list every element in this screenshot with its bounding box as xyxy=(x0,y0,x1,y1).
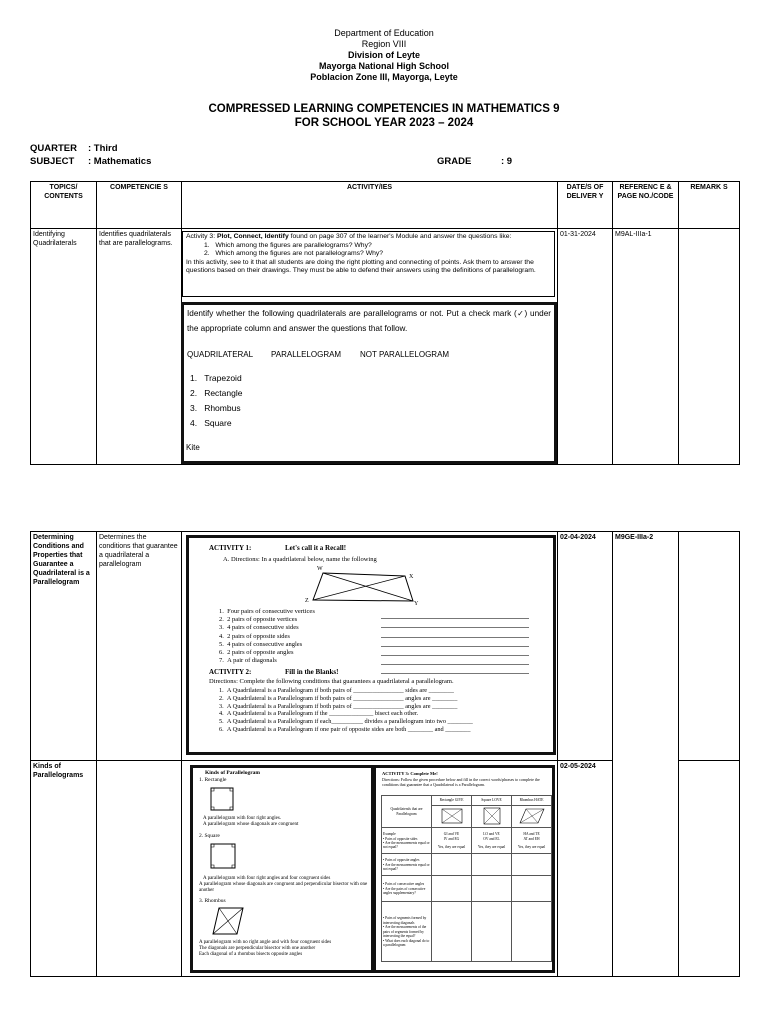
activity-1-name: Let's call it a Recall! xyxy=(285,544,347,552)
kind-rhombus-desc-2: The diagonals are perpendicular bisector with one another xyxy=(199,946,316,951)
worksheet-item: 2. Rectangle xyxy=(190,388,243,398)
activity-2-item: 3. A Quadrilateral is a Parallelogram if both pairs of ________________ angles are ________ xyxy=(219,702,458,710)
activity-2-item: 1. A Quadrilateral is a Parallelogram if both pairs of ________________ sides are ________ xyxy=(219,687,454,694)
topic-cell: Kinds of Parallelograms xyxy=(31,761,97,977)
col-header-topics: TOPICS/ CONTENTS xyxy=(31,182,97,229)
activity-3-directions: Directions: Follow the given procedure below and fill in the correct words/phrases to complete the conditions that guarantee that a Quadrilateral is a Parallelogram. xyxy=(382,777,540,787)
subject-label: SUBJECT xyxy=(30,156,75,167)
square-love-figure xyxy=(478,807,506,825)
a3-row-label: • Pairs of consecutive angles • Are the pairs of consecutive angles supplementary? xyxy=(382,876,432,902)
remarks-cell xyxy=(679,532,740,761)
activity-3-title: ACTIVITY 3: Complete Me! xyxy=(382,771,438,776)
activity-1-item: 5. 4 pairs of consecutive angles xyxy=(219,640,303,648)
activity-1-item: 4. 2 pairs of opposite sides xyxy=(219,632,290,640)
date-cell: 01-31-2024 xyxy=(558,229,613,465)
a3-cell: HA and TE AT and EH Yes, they are equal xyxy=(512,828,552,854)
activity-1-item: 7. A pair of diagonals xyxy=(219,657,277,665)
activity-2-name: Fill in the Blanks! xyxy=(285,668,339,676)
a3-col-header: Rhombus HATE xyxy=(512,796,552,806)
worksheet-col-parallelogram: PARALLELOGRAM xyxy=(271,350,342,359)
rhombus-hate-figure xyxy=(518,807,546,825)
reference-cell: M9GE-IIIa-2 xyxy=(613,532,679,977)
kind-rectangle-desc-2: A parallelogram whose diagonals are congruent xyxy=(203,822,299,827)
activity-name: Plot, Connect, Identify xyxy=(216,233,289,240)
rectangle-figure xyxy=(209,786,235,812)
activity-1-item: 1. Four pairs of consecutive vertices xyxy=(219,608,315,615)
school-address: Poblacion Zone III, Mayorga, Leyte xyxy=(310,72,458,82)
grade-label: GRADE xyxy=(437,156,472,167)
vertex-label-x: X xyxy=(409,574,414,580)
worksheet-instruction: Identify whether the following quadrilaterals are parallelograms or not. Put a check mark (✓) under the appropriate column and answer the questions that follow. xyxy=(187,309,551,333)
worksheet-checklist xyxy=(181,302,557,464)
kinds-of-parallelogram-worksheet xyxy=(190,765,374,973)
kind-square-desc-2: A parallelogram whose diagonals are congruent and perpendicular bisector with one another xyxy=(199,882,368,893)
a3-col-header: Quadrilaterals that are Parallelogram xyxy=(382,796,432,828)
activity-1-2-worksheet xyxy=(186,535,556,755)
competency-cell: Determines the conditions that guarantee a quadrilateral a parallelogram xyxy=(97,532,182,761)
activity-source: found on page 307 of the learner's Module and answer the questions like: xyxy=(288,233,512,240)
a3-col-header: Square LOVE xyxy=(472,796,512,806)
quadrilateral-wxyz-diagram xyxy=(309,568,419,608)
quarter-value: : Third xyxy=(88,143,118,154)
remarks-cell xyxy=(679,229,740,465)
kind-rhombus-desc-3: Each diagonal of a rhombus bisects opposite angles xyxy=(199,952,303,957)
col-header-date: DATE/S OF DELIVER Y xyxy=(558,182,613,229)
a3-cell: LO and VE OV and EL Yes, they are equal xyxy=(472,828,512,854)
activity-1-item: 2. 2 pairs of opposite vertices xyxy=(219,616,298,624)
answer-lines xyxy=(381,610,529,674)
col-header-competencies: COMPETENCIE S xyxy=(97,182,182,229)
doc-subtitle: FOR SCHOOL YEAR 2023 – 2024 xyxy=(294,117,474,129)
square-figure xyxy=(209,842,237,870)
subject-value: : Mathematics xyxy=(88,156,152,167)
a3-row-label: • Pairs of segments formed by intersecting diagonals • Are the measurements of the pairs of segments formed by intersecting the equal? • What does each diagonal do to a parallelogram xyxy=(382,902,432,962)
kind-rhombus-label: 3. Rhombus xyxy=(199,898,226,904)
vertex-label-w: W xyxy=(317,566,323,572)
grade-value: : 9 xyxy=(501,156,513,167)
kind-rectangle-desc-1: A parallelogram with four right angles. xyxy=(203,816,282,821)
a3-row-label: Example • Pairs of opposite sides • Are the measurements equal or not equal? xyxy=(382,828,432,854)
activity-note: In this activity, see to it that all students are doing the right plotting and connecting of points. Ask them to answer the questions based on their drawings. They must be able to defend their answers using the definitions of parallelogram. xyxy=(186,258,536,275)
division: Division of Leyte xyxy=(347,50,420,60)
activity-1-item: 3. 4 pairs of consecutive sides xyxy=(219,624,299,632)
activity-description xyxy=(182,231,555,297)
remarks-cell xyxy=(679,761,740,977)
activity-2-title: ACTIVITY 2: xyxy=(209,668,252,676)
competency-cell: Identifies quadrilaterals that are parallelograms. xyxy=(97,229,182,465)
dept-name: Department of Education xyxy=(334,28,434,38)
activity-2-item: 6. A Quadrilateral is a Parallelogram if one pair of opposite sides are both ________ and ________ xyxy=(219,725,471,733)
activity-2-item: 4. A Quadrilateral is a Parallelogram if the ______________ bisect each other. xyxy=(219,710,419,718)
activity-2-directions: Directions: Complete the following conditions that guarantees a quadrilateral a parallelogram. xyxy=(209,678,454,685)
vertex-label-z: Z xyxy=(305,598,309,604)
worksheet-item-kite: Kite xyxy=(186,443,200,452)
topic-cell: Determining Conditions and Properties that Guarantee a Quadrilateral is a Parallelogram xyxy=(31,532,97,761)
a3-col-header: Rectangle GIVE xyxy=(432,796,472,806)
activity-question-2: 2. Which among the figures are not parallelograms? Why? xyxy=(204,250,384,258)
activity-3-worksheet xyxy=(373,765,555,973)
activity-question-1: 1. Which among the figures are parallelograms? Why? xyxy=(204,241,372,249)
activity-2-item: 5. A Quadrilateral is a Parallelogram if each__________ divides a parallelogram into two ________ xyxy=(219,718,473,726)
date-cell: 02-05-2024 xyxy=(558,761,613,977)
activity-2-items xyxy=(219,687,539,734)
a3-cell: GI and VE IV and EG Yes, they are equal xyxy=(432,828,472,854)
quarter-label: QUARTER xyxy=(30,143,77,154)
topic-cell: Identifying Quadrilaterals xyxy=(31,229,97,465)
worksheet-col-not-parallelogram: NOT PARALLELOGRAM xyxy=(360,350,450,359)
col-header-activity: ACTIVITY/IES xyxy=(182,182,558,229)
activity-number: Activity 3: xyxy=(186,233,217,240)
vertex-label-y: Y xyxy=(414,601,419,607)
col-header-remarks: REMARK S xyxy=(679,182,740,229)
activity-3-table xyxy=(381,795,552,962)
rectangle-give-figure xyxy=(438,807,466,825)
worksheet-items xyxy=(190,371,242,431)
date-cell: 02-04-2024 xyxy=(558,532,613,761)
kind-rectangle-label: 1. Rectangle xyxy=(199,777,227,783)
activity-2-item: 2. A Quadrilateral is a Parallelogram if both pairs of ________________ angles are ________ xyxy=(219,694,458,702)
competency-cell xyxy=(97,761,182,977)
activity-1-title: ACTIVITY 1: xyxy=(209,544,252,552)
kind-square-label: 2. Square xyxy=(199,833,220,839)
rhombus-figure xyxy=(211,906,245,936)
worksheet-col-quadrilateral: QUADRILATERAL xyxy=(187,350,254,359)
kind-square-desc-1: A parallelogram with four right angles and four congruent sides xyxy=(203,876,331,881)
worksheet-item: 1. Trapezoid xyxy=(190,373,242,383)
school-name: Mayorga National High School xyxy=(318,61,449,71)
col-header-reference: REFERENC E & PAGE NO./CODE xyxy=(613,182,679,229)
region: Region VIII xyxy=(361,39,407,49)
kinds-title: Kinds of Parallelogram xyxy=(205,770,260,776)
a3-row-label: • Pairs of opposite angles • Are the measurements equal or not equal? xyxy=(382,854,432,876)
reference-cell: M9AL-IIIa-1 xyxy=(613,229,679,465)
kind-rhombus-desc-1: A parallelogram with no right angle and with four congruent sides xyxy=(199,940,332,945)
worksheet-item: 4. Square xyxy=(190,418,232,428)
activity-1-directions: A. Directions: In a quadrilateral below, name the following xyxy=(223,556,377,563)
worksheet-item: 3. Rhombus xyxy=(190,403,241,413)
activity-1-item: 6. 2 pairs of opposite angles xyxy=(219,649,294,657)
doc-title: COMPRESSED LEARNING COMPETENCIES IN MATHEMATICS 9 xyxy=(208,103,560,115)
